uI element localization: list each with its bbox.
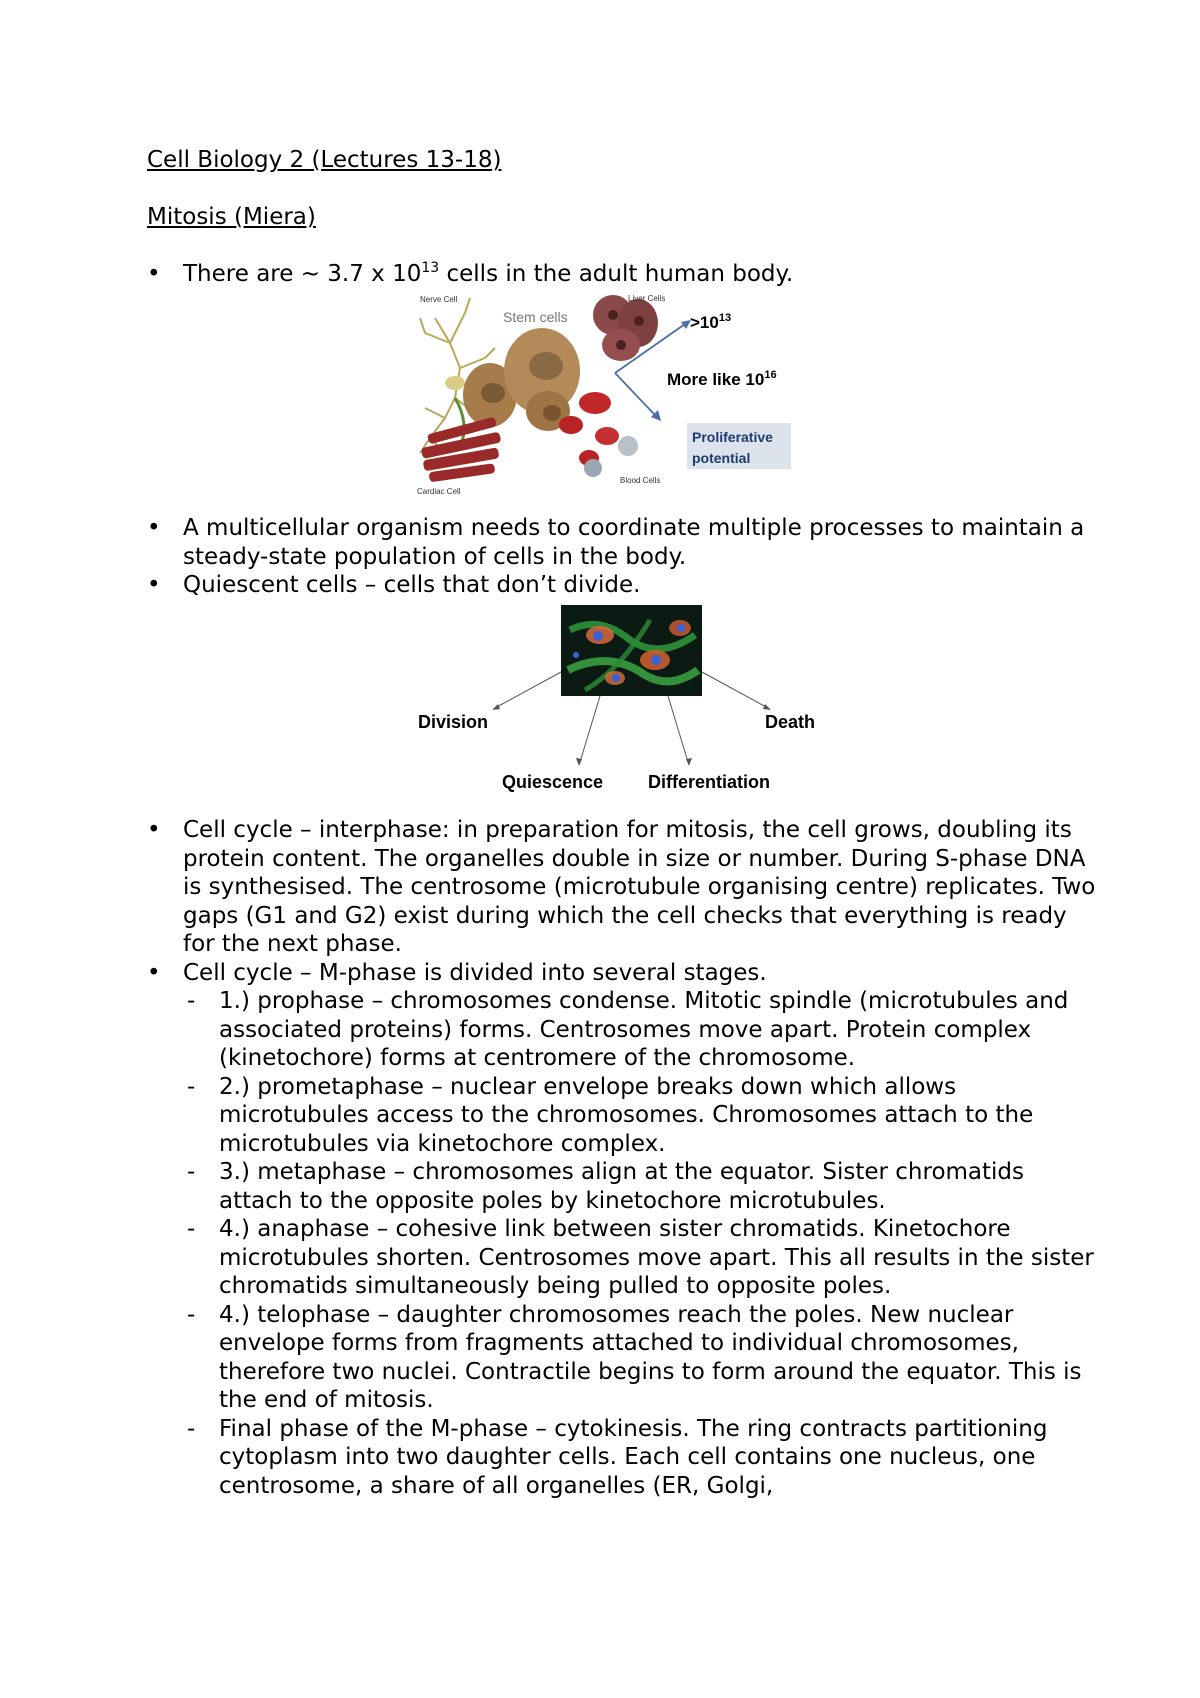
greater-than-label: $>10^{13}$ xyxy=(690,312,732,332)
phase-item: - 2.) prometaphase – nuclear envelope breaks down which allows microtubules access to the chromosomes. Chromosomes attach to the microtubules via kinetochore complex. xyxy=(147,1073,1097,1159)
proliferative-label: Proliferative xyxy=(692,429,773,445)
cell-types-figure xyxy=(415,288,800,500)
blood-cells-label: Blood Cells xyxy=(620,476,661,485)
list-item xyxy=(147,260,1097,289)
stem-cells-label: Stem cells xyxy=(503,309,568,325)
exponent: 13 xyxy=(421,260,440,276)
liver-cells-label: Liver Cells xyxy=(628,294,666,303)
phase-item: - 1.) prophase – chromosomes condense. Mitotic spindle (microtubules and associated proteins) forms. Centrosomes move apart. Protein complex (kinetochore) forms at centromere of the chromosome. xyxy=(147,987,1097,1073)
differentiation-label: Differentiation xyxy=(648,772,771,792)
liver-cells-image xyxy=(593,295,658,361)
death-label: Death xyxy=(765,712,816,732)
stem-cells-image xyxy=(463,328,580,431)
bullet-text: cells in the adult human body. xyxy=(439,261,794,287)
cardiac-cell-image xyxy=(421,417,502,483)
bullet-list-middle xyxy=(147,514,1097,600)
phase-item: - 4.) telophase – daughter chromosomes reach the poles. New nuclear envelope forms from fragments attached to individual chromosomes, therefore two nuclei. Contractile begins to form around the equator. This is the end of mitosis. xyxy=(147,1301,1097,1415)
bullet-list-intro xyxy=(147,260,1097,289)
blood-cells-image xyxy=(559,392,638,477)
nerve-cell-label: Nerve Cell xyxy=(420,295,458,304)
quiescence-label: Quiescence xyxy=(502,772,604,792)
bullet-text: Cell cycle – M-phase is divided into several stages. xyxy=(183,959,767,986)
potential-label: potential xyxy=(692,450,751,466)
list-item: • Quiescent cells – cells that don’t divide. xyxy=(147,571,1097,600)
list-item xyxy=(147,959,1097,1501)
cell-fate-figure xyxy=(410,600,830,800)
bullet-text: There are ~ 3.7 x 10 xyxy=(183,261,422,287)
list-item: • Cell cycle – interphase: in preparation for mitosis, the cell grows, doubling its protein content. The organelles double in size or number. During S-phase DNA is synthesised. The centrosome (microtubule organising centre) replicates. Two gaps (G1 and G2) exist during which the cell checks that everything is ready for the next phase. xyxy=(147,816,1097,959)
phase-item: - Final phase of the M-phase – cytokinesis. The ring contracts partitioning cytoplasm into two daughter cells. Each cell contains one nucleus, one centrosome, a share of all organelles (ER, Golgi, xyxy=(147,1415,1097,1501)
more-like-label: More like $10^{16}$ xyxy=(667,369,777,389)
section-heading: Mitosis (Miera) xyxy=(147,204,316,230)
cardiac-cell-label: Cardiac Cell xyxy=(417,487,461,496)
bullet-list-cell-cycle xyxy=(147,816,1097,1500)
micrograph-image xyxy=(561,605,702,696)
division-label: Division xyxy=(418,712,489,732)
document-title: Cell Biology 2 (Lectures 13-18) xyxy=(147,147,502,173)
list-item: • A multicellular organism needs to coordinate multiple processes to maintain a steady-state population of cells in the body. xyxy=(147,514,1097,571)
phase-item: - 4.) anaphase – cohesive link between sister chromatids. Kinetochore microtubules shorten. Centrosomes move apart. This all results in the sister chromatids simultaneously being pulled to opposite poles. xyxy=(147,1215,1097,1301)
phase-item: - 3.) metaphase – chromosomes align at the equator. Sister chromatids attach to the opposite poles by kinetochore microtubules. xyxy=(147,1158,1097,1215)
phase-list xyxy=(147,987,1097,1500)
